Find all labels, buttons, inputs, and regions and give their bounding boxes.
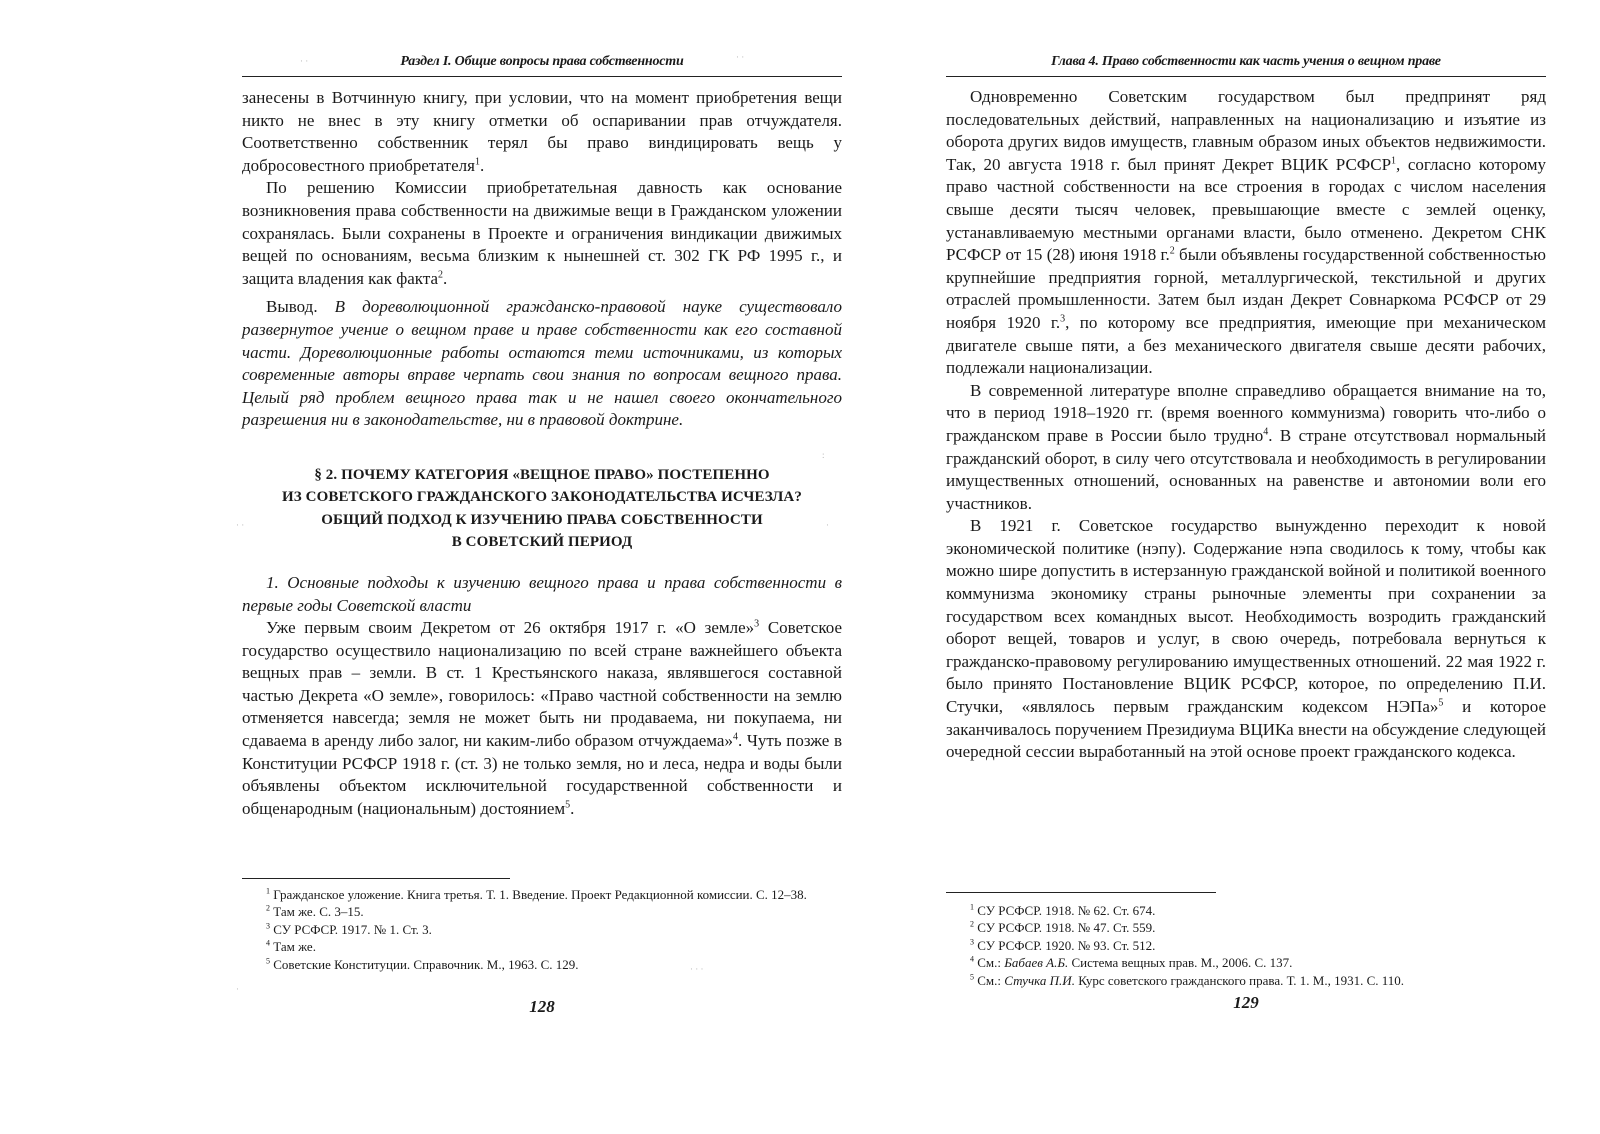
section-title-line: В СОВЕТСКИЙ ПЕРИОД [451,534,633,551]
footnote-text: Гражданское уложение. Книга третья. Т. 1. Введение. Проект Редакционной комиссии. С. 12–38. [273,887,807,902]
page-body [946,86,1546,764]
scan-speck: · [236,984,239,994]
footnote-ref: 2 [1169,245,1175,257]
section-title [242,464,842,554]
footnote-rule [946,892,1216,893]
paragraph: По решению Комиссии приобретательная давность как основание возникновения права собственности на движимые вещи в Гражданском уложении сохранялась. Были сохранены в Проекте и ограничения виндикации движимых вещей по основаниям, весьма близким к нынешней ст. 302 ГК РФ 1995 г., и защита владения как факта$^2$. [242,178,842,288]
footnotes [946,902,1546,989]
footnote-ref: 5 [1438,697,1444,709]
footnote-number: 5 [266,956,270,966]
footnote [242,903,842,920]
footnote-text: СУ РСФСР. 1917. № 1. Ст. 3. [273,921,432,937]
footnote-number: 2 [266,904,270,914]
paragraph-text: Одновременно Советским государством был предпринят ряд последовательных действий, направленных на национализацию и изъятие из оборота других видов имуществ, главным образом иных объектов недвижимости. Так, 20 августа 1918 г. был принят Декрет ВЦИК РСФСР [946,87,1546,174]
paragraph-text: были объявлены государственной собственностью крупнейшие предприятия горной, металлургической, текстильной и других отраслей промышленности. Затем был издан Декрет Совнаркома РСФСР от 29 ноября 1920 г. [946,245,1546,332]
paragraph: занесены в Вотчинную книгу, при условии, что на момент приобретения вещи никто не внес в эту книгу отметки об оспаривании прав отчуждателя. Соответственно собственник терял бы право виндицировать вещь у добросовестного приобретателя$^1$. [242,88,842,175]
footnote-text: См.: [977,972,1005,988]
paragraph-text: и которое заканчивалось поручением Президиума ВЦИКа внести на обсуждение следующей очередной сессии выработанный на этой основе проект гражданского кодекса. [946,697,1546,762]
running-head: Раздел I. Общие вопросы права собственности [400,54,684,69]
footnote-author: Бабаев А.Б. [1004,955,1069,971]
header-rule [946,76,1546,77]
footnote [946,972,1546,989]
paragraph-text: . В стране отсутствовал нормальный гражданский оборот, в силу чего отсутствовала и необходимость в регулировании имущественных отношений, основанных на равенстве и автономии воли его участников. [946,425,1546,513]
footnote-ref: 1 [1391,155,1397,167]
footnote [946,902,1546,919]
paragraph [242,617,842,820]
paragraph-text: В современной литературе вполне справедливо обращается внимание на то, что в период 1918–1920 гг. (время военного коммунизма) говорить что-либо о гражданском праве в России было трудно [946,380,1546,445]
footnote-ref: 1 [474,156,480,168]
paragraph-text: занесены в Вотчинную книгу, при условии, что на момент приобретения вещи никто не внес в эту книгу отметки об оспаривании прав отчуждателя. Соответственно собственник терял бы право виндицировать вещь у добросовестного приобретателя [242,88,842,175]
conclusion-lead: Вывод. [266,297,318,317]
header-rule [242,76,842,77]
footnote-number: 5 [970,972,974,982]
conclusion-text: В дореволюционной гражданско-правовой науке существовало развернутое учение о вещном праве и праве собственности как его составной части. Дореволюционные работы остаются теми источниками, из которых современные авторы вправе черпать свои знания по вопросам вещного права. Целый ряд проблем вещного права так и не нашел своего окончательного разрешения ни в законодательстве, ни в правовой доктрине. [242,297,843,430]
footnote-author: Стучка П.И. [1004,972,1075,988]
page-number: 129 [1233,993,1259,1012]
paragraph-text: , по которому все предприятия, имеющие при механическом двигателе свыше пяти, а без механического двигателя свыше десяти рабочих, подлежали национализации. [946,312,1546,378]
footnote-text: СУ РСФСР. 1918. № 47. Ст. 559. [977,920,1156,936]
paragraph-text: По решению Комиссии приобретательная давность как основание возникновения права собственности на движимые вещи в Гражданском уложении сохранялась. Были сохранены в Проекте и ограничения виндикации движимых вещей по основаниям, весьма близким к нынешней ст. 302 ГК РФ 1995 г., и защита владения как факта [242,178,842,288]
section-title-line: ИЗ СОВЕТСКОГО ГРАЖДАНСКОГО ЗАКОНОДАТЕЛЬСТВА ИСЧЕЗЛА? [282,489,802,506]
paragraph-text: Уже первым своим Декретом от 26 октября 1917 г. «О земле» [266,618,755,638]
scan-speck: · · [300,56,309,66]
scan-speck: · · [236,520,245,530]
footnote-number: 3 [970,937,974,947]
footnote-number: 4 [266,938,270,948]
footnote-ref: 4 [1263,426,1269,438]
footnote [242,938,842,955]
section-title-line: § 2. ПОЧЕМУ КАТЕГОРИЯ «ВЕЩНОЕ ПРАВО» ПОСТЕПЕННО [314,466,770,483]
footnote [242,886,842,903]
paragraph-text: Советское государство осуществило национализацию по всей стране важнейшего объекта вещных прав – земли. В ст. 1 Крестьянского наказа, являвшегося составной частью Декрета «О земле», говорилось: «Право частной собственности на землю отменяется навсегда; земля не может быть ни продаваема, ни покупаема, ни сдаваема в аренду либо залог, ни каким-либо образом отчуждаема» [242,618,842,751]
paragraph-text: . [570,798,575,818]
footnote-text: Советские Конституции. Справочник. М., 1963. С. 129. [273,956,579,972]
paragraph-text: , согласно которому право частной собственности на все строения в городах с числом населения свыше десяти тысяч человек, превышающие вместе с землей оценку, устанавливаемую местными органами власти, было отменено. Декретом СНК РСФСР от 15 (28) июня 1918 г. [946,154,1547,265]
footnote [946,954,1546,971]
scan-speck: · · · [690,964,704,974]
footnote-number: 1 [970,902,974,912]
conclusion-paragraph [242,296,842,432]
page-body [242,87,842,820]
scan-speck: : [822,450,825,460]
page-number: 128 [529,997,555,1016]
footnote [242,921,842,938]
footnote-number: 4 [970,954,974,964]
running-head: Глава 4. Право собственности как часть учения о вещном праве [1051,54,1441,69]
paragraph [946,86,1546,380]
section-title-line: ОБЩИЙ ПОДХОД К ИЗУЧЕНИЮ ПРАВА СОБСТВЕННОСТИ [321,511,763,528]
footnote-text: СУ РСФСР. 1920. № 93. Ст. 512. [977,937,1156,953]
footnote-ref: 4 [732,731,738,743]
footnote-number: 1 [266,886,270,896]
footnote-number: 3 [266,921,270,931]
footnote [946,937,1546,954]
footnote-ref: 3 [754,618,760,630]
footnote-ref: 3 [1060,313,1066,325]
paragraph [946,515,1546,764]
footnote-text: Курс советского гражданского права. Т. 1. М., 1931. С. 110. [1074,972,1405,988]
footnote-rule [242,878,510,879]
footnote-text: Там же. С. 3–15. [273,904,364,920]
paragraph-text: . Чуть позже в Конституции РСФСР 1918 г. (ст. 3) не только земля, но и леса, недра и воды были объявлены объектом исключительной государственной собственности и общенародным (национальным) достоянием [242,731,842,818]
scan-speck: · [826,520,829,530]
footnotes [242,886,842,973]
footnote-ref: 2 [438,269,444,281]
scan-speck: · · [736,52,745,62]
subsection-heading: 1. Основные подходы к изучению вещного права и права собственности в первые годы Советской власти [242,572,842,615]
footnote-text: См.: [977,955,1005,971]
footnote-number: 2 [970,920,974,930]
footnote-text: Система вещных прав. М., 2006. С. 137. [1068,955,1293,971]
footnote-text: Там же. [273,939,316,955]
footnote-text: СУ РСФСР. 1918. № 62. Ст. 674. [977,903,1156,918]
footnote [242,956,842,973]
paragraph [946,380,1546,516]
footnote-ref: 5 [565,799,571,811]
footnote [946,919,1546,936]
paragraph-text: В 1921 г. Советское государство вынужденно переходит к новой экономической политике (нэпу). Содержание нэпа сводилось к тому, чтобы как можно шире допустить в истерзанную гражданской войной и политикой военного коммунизма экономику страны рыночные элементы при сохранении за государством всех командных высот. Необходимость возродить гражданский оборот вещей, товаров и услуг, в свою очередь, потребовала вернуться к гражданско-правовому регулированию имущественных отношений. 22 мая 1922 г. было принято Постановление ВЦИК РСФСР, которое, по определению П.И. Стучки, «являлось первым гражданским кодексом НЭПа» [946,516,1546,717]
